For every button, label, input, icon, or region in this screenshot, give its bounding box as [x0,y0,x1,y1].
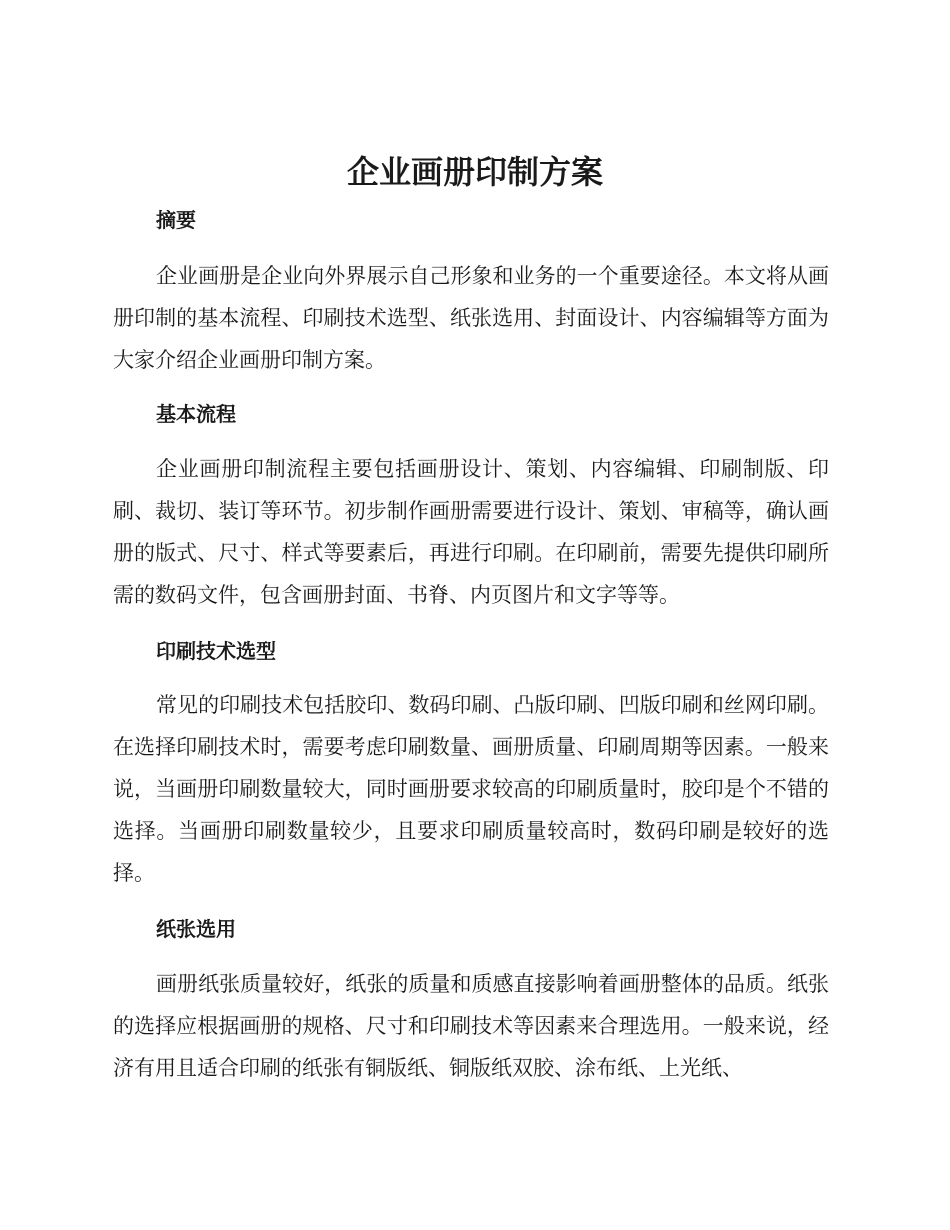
section-heading-paper-selection: 纸张选用 [156,917,236,941]
section-heading-basic-flow: 基本流程 [156,402,236,426]
section-body-printing-tech: 常见的印刷技术包括胶印、数码印刷、凸版印刷、凹版印刷和丝网印刷。在选择印刷技术时，需要考虑印刷数量、画册质量、印刷周期等因素。一般来说，当画册印刷数量较大，同时画册要求较高的印刷质量时，胶印是个不错的选择。当画册印刷数量较少，且要求印刷质量较高时，数码印刷是较好的选择。 [113,693,829,885]
section-heading-printing-tech: 印刷技术选型 [156,639,276,663]
section-heading-abstract: 摘要 [156,208,196,232]
section-body-abstract: 企业画册是企业向外界展示自己形象和业务的一个重要途径。本文将从画册印制的基本流程、印刷技术选型、纸张选用、封面设计、内容编辑等方面为大家介绍企业画册印制方案。 [113,264,829,372]
section-body-basic-flow: 企业画册印制流程主要包括画册设计、策划、内容编辑、印刷制版、印刷、裁切、装订等环节。初步制作画册需要进行设计、策划、审稿等，确认画册的版式、尺寸、样式等要素后，再进行印刷。在印刷前，需要先提供印刷所需的数码文件，包含画册封面、书脊、内页图片和文字等等。 [113,457,829,607]
section-body-paper-selection: 画册纸张质量较好，纸张的质量和质感直接影响着画册整体的品质。纸张的选择应根据画册的规格、尺寸和印刷技术等因素来合理选用。一般来说，经济有用且适合印刷的纸张有铜版纸、铜版纸双胶、涂布纸、上光纸、 [113,972,829,1080]
page-title: 企业画册印制方案 [346,153,603,191]
